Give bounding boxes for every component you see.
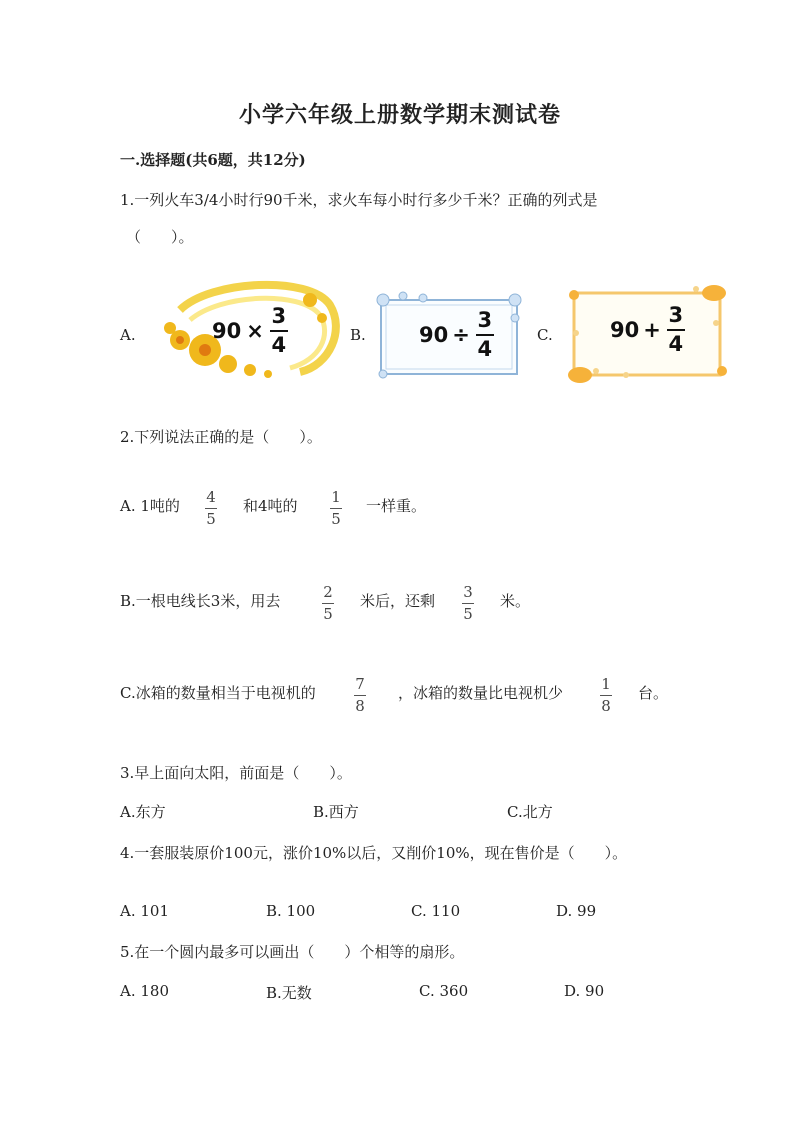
fraction-bar bbox=[354, 695, 366, 696]
q3-text: 3.早上面向太阳，前面是（ ）。 bbox=[120, 764, 352, 782]
fraction-bar bbox=[205, 508, 217, 509]
fraction-denominator: 5 bbox=[323, 605, 333, 623]
fraction-bar bbox=[600, 695, 612, 696]
q1-text-line2: （ ）。 bbox=[126, 228, 194, 246]
q1-option-c-den: 4 bbox=[668, 332, 684, 356]
q2-option-a-part1[interactable]: A. 1吨的 bbox=[120, 497, 180, 515]
q1-option-b-fraction bbox=[476, 310, 494, 360]
fraction-bar bbox=[462, 603, 474, 604]
fraction-denominator: 5 bbox=[463, 605, 473, 623]
q2-option-b-part1[interactable]: B.一根电线长3米，用去 bbox=[120, 592, 281, 610]
fraction-numerator: 4 bbox=[206, 488, 216, 506]
q4-option-c[interactable]: C. 110 bbox=[411, 902, 461, 920]
fraction-bar bbox=[476, 334, 494, 336]
q1-text-line1: 1.一列火车3/4小时行90千米，求火车每小时行多少千米？正确的列式是 bbox=[120, 191, 598, 209]
q2-option-b-part2: 米后，还剩 bbox=[360, 592, 436, 610]
q1-option-a-image[interactable] bbox=[150, 280, 342, 378]
q2-option-c-part3: 台。 bbox=[638, 684, 669, 702]
q3-option-c[interactable]: C.北方 bbox=[507, 803, 553, 821]
q3-option-a[interactable]: A.东方 bbox=[120, 803, 166, 821]
q2-option-b-fraction1 bbox=[322, 585, 334, 622]
q2-option-c-part1[interactable]: C.冰箱的数量相当于电视机的 bbox=[120, 684, 316, 702]
fraction-bar bbox=[330, 508, 342, 509]
q1-option-a-operator: × bbox=[246, 319, 264, 343]
q2-option-b-part3: 米。 bbox=[500, 592, 531, 610]
q5-option-c[interactable]: C. 360 bbox=[419, 982, 469, 1000]
q1-option-c-operator: + bbox=[643, 318, 661, 342]
fraction-bar bbox=[667, 329, 685, 331]
q5-option-a[interactable]: A. 180 bbox=[120, 982, 169, 1000]
fraction-numerator: 3 bbox=[463, 583, 473, 601]
q1-option-c-image[interactable] bbox=[566, 283, 728, 383]
q1-option-a-expression bbox=[212, 306, 288, 356]
q2-option-b-fraction2 bbox=[462, 585, 474, 622]
section-heading: 一.选择题(共6题，共12分) bbox=[120, 151, 306, 169]
q2-text: 2.下列说法正确的是（ ）。 bbox=[120, 428, 322, 446]
q2-option-a-part3: 一样重。 bbox=[366, 497, 427, 515]
q5-option-b[interactable]: B.无数 bbox=[266, 984, 312, 1002]
fraction-denominator: 5 bbox=[331, 510, 341, 528]
q1-option-b-whole: 90 bbox=[419, 323, 449, 347]
q4-option-d[interactable]: D. 99 bbox=[556, 902, 597, 920]
q1-option-a-whole: 90 bbox=[212, 319, 242, 343]
q2-option-a-part2: 和4吨的 bbox=[243, 497, 298, 515]
fraction-denominator: 8 bbox=[601, 697, 611, 715]
q1-option-a-label[interactable]: A. bbox=[120, 326, 136, 344]
q2-option-c-fraction2 bbox=[600, 677, 612, 714]
fraction-denominator: 5 bbox=[206, 510, 216, 528]
q1-option-b-label[interactable]: B. bbox=[350, 326, 366, 344]
fraction-numerator: 7 bbox=[355, 675, 365, 693]
page-title: 小学六年级上册数学期末测试卷 bbox=[238, 102, 561, 128]
q1-option-c-expression bbox=[610, 305, 685, 355]
q1-option-a-fraction bbox=[270, 306, 288, 356]
q1-option-c-whole: 90 bbox=[610, 318, 640, 342]
q1-option-c-num: 3 bbox=[668, 303, 684, 327]
q1-option-b-image[interactable] bbox=[373, 290, 525, 380]
q1-option-b-den: 4 bbox=[477, 337, 493, 361]
q1-option-c-label[interactable]: C. bbox=[537, 326, 553, 344]
fraction-numerator: 1 bbox=[331, 488, 341, 506]
q1-option-a-num: 3 bbox=[271, 304, 287, 328]
q5-option-d[interactable]: D. 90 bbox=[564, 982, 605, 1000]
q5-text: 5.在一个圆内最多可以画出（ ）个相等的扇形。 bbox=[120, 943, 465, 961]
q1-option-b-operator: ÷ bbox=[452, 323, 470, 347]
q4-option-b[interactable]: B. 100 bbox=[266, 902, 316, 920]
fraction-bar bbox=[322, 603, 334, 604]
fraction-bar bbox=[270, 330, 288, 332]
q4-option-a[interactable]: A. 101 bbox=[120, 902, 169, 920]
q1-option-b-num: 3 bbox=[477, 308, 493, 332]
q1-option-a-den: 4 bbox=[271, 333, 287, 357]
q4-text: 4.一套服装原价100元，涨价10%以后，又削价10%，现在售价是（ ）。 bbox=[120, 844, 628, 862]
q1-option-b-expression bbox=[419, 310, 494, 360]
q3-option-b[interactable]: B.西方 bbox=[313, 803, 359, 821]
q2-option-c-part2: ，冰箱的数量比电视机少 bbox=[398, 684, 564, 702]
q2-option-a-fraction2 bbox=[330, 490, 342, 527]
q2-option-a-fraction1 bbox=[205, 490, 217, 527]
q1-option-c-fraction bbox=[667, 305, 685, 355]
fraction-denominator: 8 bbox=[355, 697, 365, 715]
fraction-numerator: 1 bbox=[601, 675, 611, 693]
fraction-numerator: 2 bbox=[323, 583, 333, 601]
q2-option-c-fraction1 bbox=[354, 677, 366, 714]
